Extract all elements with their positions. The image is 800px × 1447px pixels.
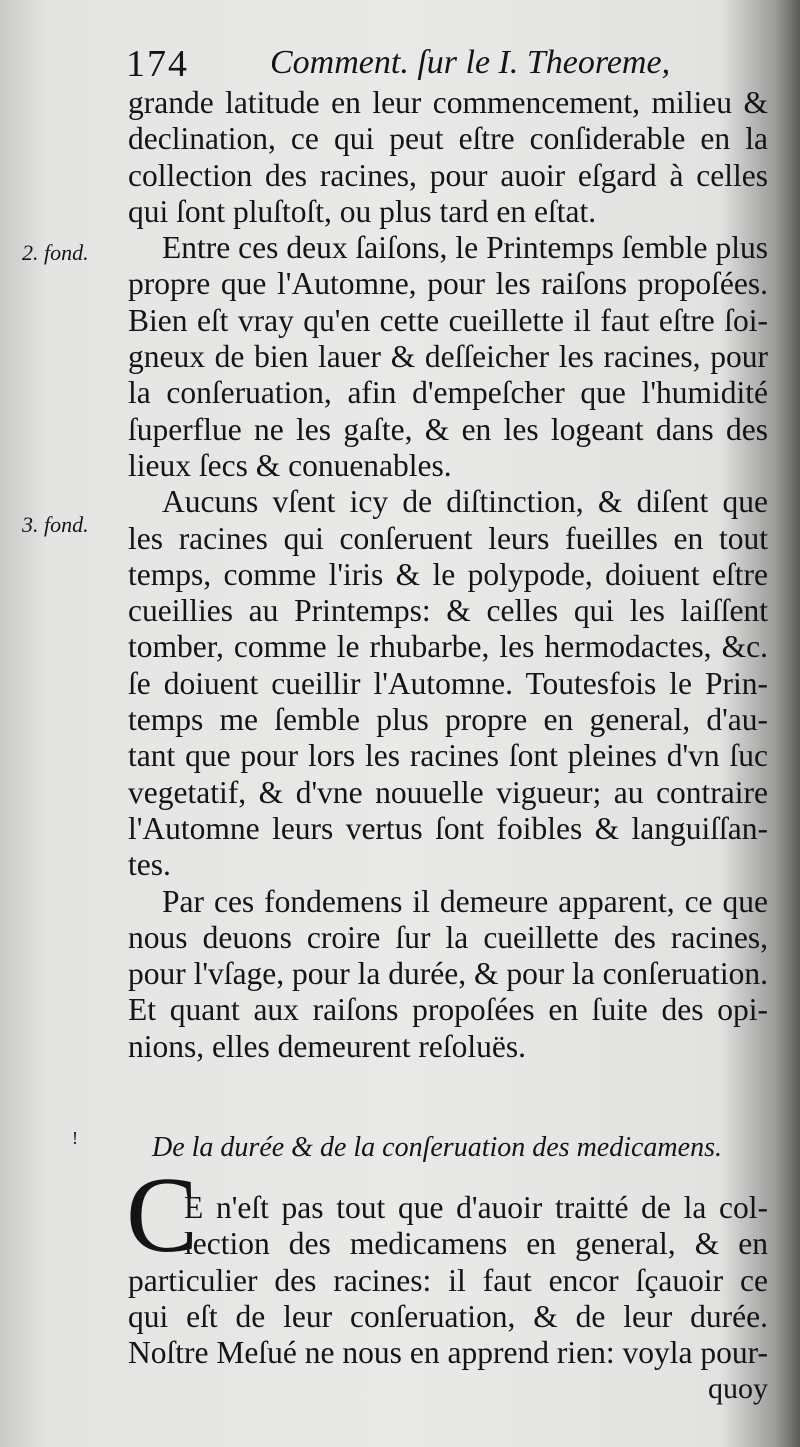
text-line: nous deuons croire ſur la cueillette des racines, [128,919,768,955]
text-line: nions, elles demeurent reſoluës. [128,1028,527,1064]
text-line: les racines qui conſeruent leurs fueilles en tout [128,520,768,556]
text-line: Aucuns vſent icy de diſtinction, & diſent que [162,484,768,520]
text-line: ſe doiuent cueillir l'Automne. Toutesfois le Prin- [128,665,768,701]
text-line: lieux ſecs & conuenables. [128,447,452,483]
page-header [120,40,760,90]
catchword: quoy [708,1372,768,1405]
text-line: Entre ces deux ſaiſons, le Printemps ſemble plus [162,230,768,266]
text-line: Noſtre Meſué ne nous en apprend rien: voyla pour- [128,1335,768,1371]
paragraph-5 [128,1190,768,1371]
section-heading: De la durée & de la conſeruation des medicamens. [152,1132,722,1163]
margin-note-3-fond: 3. fond. [22,512,89,537]
paragraph-4 [128,884,768,1065]
paragraph-2 [128,230,768,484]
paragraph-1 [128,85,768,230]
text-line: grande latitude en leur commencement, milieu & [128,85,768,120]
text-line: vegetatif, & d'vne nouuelle vigueur; au contraire [128,774,768,810]
text-line: gneux de bien lauer & deſſeicher les racines, pour [128,339,768,375]
stray-mark: ! [72,1128,78,1148]
text-line: Et quant aux raiſons propoſées en ſuite des opi- [128,992,768,1028]
text-line: qui eſt de leur conſeruation, & de leur durée. [128,1298,768,1334]
text-line: lection des medicamens en general, & en [184,1226,768,1262]
text-line: pour l'vſage, pour la durée, & pour la conſeruation. [128,956,768,992]
text-line: tes. [128,847,171,883]
text-line: temps me ſemble plus propre en general, d'au- [128,702,768,738]
text-line: declination, ce qui peut eſtre conſiderable en la [128,121,768,157]
text-line: qui ſont pluſtoſt, ou plus tard en eſtat. [128,193,597,229]
paragraph-3 [128,484,768,883]
text-line: l'Automne leurs vertus ſont foibles & languiſſan- [128,810,768,846]
body-text [128,85,768,1065]
text-line: propre que l'Automne, pour les raiſons propoſées. [128,266,768,302]
text-line: particulier des racines: il faut encor ſçauoir ce [128,1262,768,1298]
text-line: tant que pour lors les racines ſont pleines d'vn ſuc [128,738,768,774]
text-line: ſuperflue ne les gaſte, & en les logeant dans des [128,411,768,447]
margin-note-2-fond: 2. fond. [22,240,89,265]
text-line: Bien eſt vray qu'en cette cueillette il faut eſtre ſoi- [128,302,768,338]
text-line: tomber, comme le rhubarbe, les hermodactes, &c. [128,629,768,665]
text-line: la conſeruation, afin d'empeſcher que l'humidité [128,375,768,411]
text-line: E n'eſt pas tout que d'auoir traitté de la col- [184,1190,768,1225]
text-line: cueillies au Printemps: & celles qui les laiſſent [128,593,768,629]
text-line: collection des racines, pour auoir eſgard à celles [128,157,768,193]
text-line: temps, comme l'iris & le polypode, doiuent eſtre [128,556,768,592]
drop-cap: C [126,1156,199,1275]
page-number: 174 [126,43,189,85]
text-line: Par ces fondemens il demeure apparent, ce que [162,883,768,919]
running-title: Comment. ſur le I. Theoreme, [270,44,671,81]
